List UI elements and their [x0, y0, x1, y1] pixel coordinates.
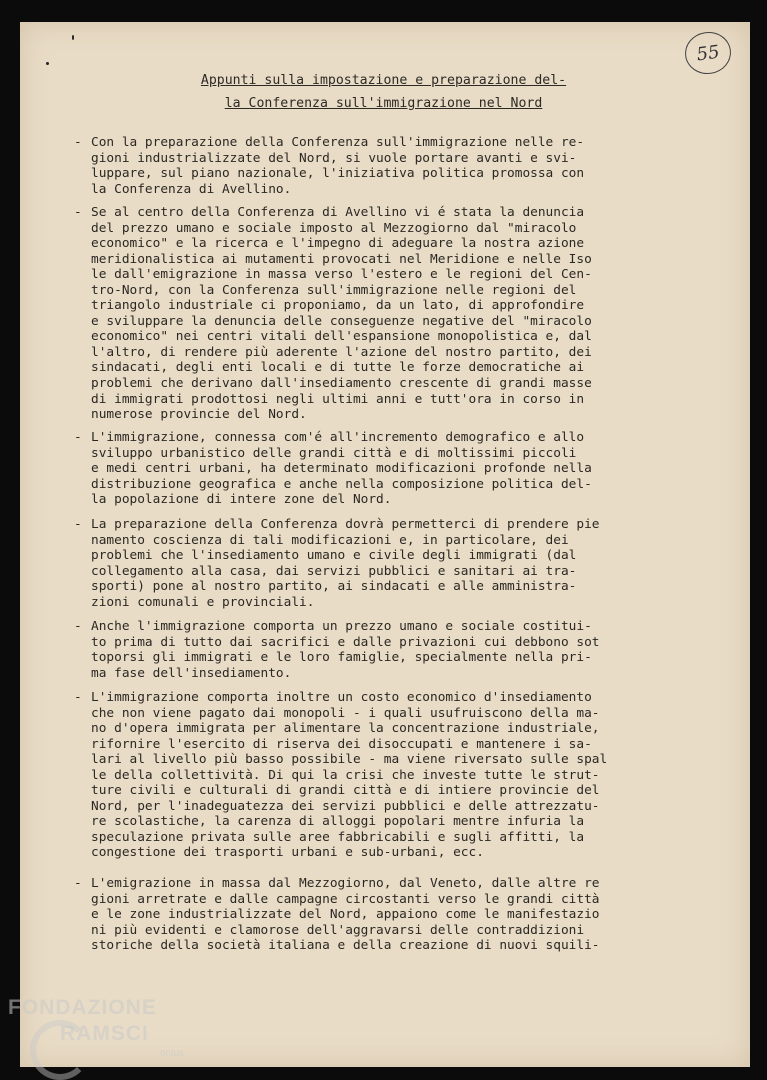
text-line: le della collettività. Di qui la crisi che investe tutte le strut-	[91, 767, 600, 783]
paragraph-text	[91, 430, 673, 508]
text-line: triangolo industriale ci proponiamo, da un lato, di approfondire	[91, 298, 585, 314]
text-line: la popolazione di intere zone del Nord.	[91, 492, 392, 508]
watermark-line-1: FONDAZIONE	[8, 996, 157, 1019]
text-line: toporsi gli immigrati e le loro famiglie, specialmente nella pri-	[91, 650, 592, 666]
text-line: rifornire l'esercito di riserva dei disoccupati e mantenere i sa-	[91, 736, 592, 752]
text-line: sporti) pone al nostro partito, ai sindacati e alle amministra-	[91, 579, 577, 595]
paragraph-text	[91, 517, 673, 610]
text-line: la Conferenza di Avellino.	[91, 181, 292, 197]
text-line: to prima di tutto dai sacrifici e dalle privazioni cui debbono sot	[91, 634, 600, 650]
paragraph-text	[91, 690, 673, 861]
watermark	[8, 996, 184, 1059]
text-line: namento coscienza di tali modificazioni e, in particolare, dei	[91, 532, 569, 548]
text-line: collegamento alla casa, dai servizi pubblici e sanitari ai tra-	[91, 563, 577, 579]
bullet-dash: -	[74, 876, 82, 891]
text-line: economico" e la ricerca e l'impegno di adeguare la nostra azione	[91, 236, 585, 252]
text-line: L'emigrazione in massa dal Mezzogiorno, dal Veneto, dalle altre re	[91, 876, 600, 891]
text-line: Nord, per l'inadeguatezza dei servizi pubblici e delle attrezzatu-	[91, 798, 600, 814]
bullet-dash: -	[74, 690, 82, 705]
page-number: 55	[682, 29, 733, 77]
bullet-dash: -	[74, 619, 82, 634]
text-line: problemi che l'insediamento umano e civile degli immigrati (dal	[91, 548, 577, 564]
text-line: re scolastiche, la carenza di alloggi popolari mentre infuria la	[91, 814, 585, 830]
text-line: problemi che derivano dall'insediamento crescente di grandi masse	[91, 376, 592, 392]
text-line: che non viene pagato dai monopoli - i quali usufruiscono della ma-	[91, 705, 600, 721]
text-line: gioni industrializzate del Nord, si vuole portare avanti e svi-	[91, 150, 577, 166]
text-line: Anche l'immigrazione comporta un prezzo umano e sociale costitui-	[91, 619, 592, 634]
text-line: di immigrati prodottosi negli ultimi anni e tutt'ora in corso in	[91, 391, 585, 407]
bullet-dash: -	[74, 430, 82, 445]
text-line: speculazione privata sulle aree fabbricabili e sugli affitti, la	[91, 829, 585, 845]
text-line: lari al livello più basso possibile - ma viene riversato sulle spal	[91, 752, 608, 768]
paragraph-text	[91, 135, 673, 197]
paragraph-text	[91, 619, 673, 681]
text-line: del prezzo umano e sociale imposto al Mezzogiorno dal "miracolo	[91, 220, 577, 236]
text-line: storiche della società italiana e della creazione di nuovi squili-	[91, 938, 600, 954]
text-line: e sviluppare la denuncia delle conseguenze negative del "miracolo	[91, 313, 592, 329]
document-title-line-2: la Conferenza sull'immigrazione nel Nord	[224, 96, 543, 111]
ink-speck	[72, 35, 74, 40]
text-line: no d'opera immigrata per alimentare la concentrazione industriale,	[91, 721, 600, 737]
watermark-line-2: RAMSCI	[60, 1022, 149, 1045]
text-line: numerose provincie del Nord.	[91, 407, 307, 423]
bullet-dash: -	[74, 517, 82, 532]
text-line: meridionalistica ai mutamenti provocati nel Meridione e nelle Iso	[91, 251, 592, 267]
ink-speck	[46, 62, 49, 65]
paragraph-text	[91, 205, 673, 423]
text-line: e medi centri urbani, ha determinato modificazioni profonde nella	[91, 461, 592, 477]
text-line: zioni comunali e provinciali.	[91, 594, 315, 610]
watermark-line-3: onlus	[160, 1048, 184, 1059]
text-line: congestione dei trasporti urbani e sub-urbani, ecc.	[91, 845, 484, 861]
text-line: e le zone industrializzate del Nord, appaiono come le manifestazio	[91, 907, 600, 923]
text-line: L'immigrazione comporta inoltre un costo economico d'insediamento	[91, 690, 592, 705]
text-line: gioni arretrate e dalle campagne circostanti verso le grandi città	[91, 891, 600, 907]
document-title-line-1: Appunti sulla impostazione e preparazione del-	[200, 73, 567, 88]
text-line: ma fase dell'insediamento.	[91, 665, 292, 681]
text-line: distribuzione geografica e anche nella composizione politica del-	[91, 476, 592, 492]
text-line: Se al centro della Conferenza di Avellino vi é stata la denuncia	[91, 205, 585, 220]
text-line: Con la preparazione della Conferenza sull'immigrazione nelle re-	[91, 135, 585, 150]
text-line: ni più evidenti e clamorose dell'aggravarsi delle contraddizioni	[91, 922, 585, 938]
text-line: sviluppo urbanistico delle grandi città e di moltissimi piccoli	[91, 445, 577, 461]
text-line: tro-Nord, con la Conferenza sull'immigrazione nelle regioni del	[91, 282, 577, 298]
text-line: sindacati, degli enti locali e di tutte le forze democratiche ai	[91, 360, 585, 376]
text-line: L'immigrazione, connessa com'é all'incremento demografico e allo	[91, 430, 585, 445]
text-line: luppare, sul piano nazionale, l'iniziativa politica promossa con	[91, 166, 585, 182]
text-line: l'altro, di rendere più aderente l'azione del nostro partito, dei	[91, 344, 592, 360]
text-line: ture civili e culturali di grandi città e di intiere provincie del	[91, 783, 600, 799]
text-line: economico" nei centri vitali dell'espansione monopolistica e, dal	[91, 329, 592, 345]
paragraph-text	[91, 876, 673, 954]
bullet-dash: -	[74, 135, 82, 150]
text-line: le dall'emigrazione in massa verso l'estero e le regioni del Cen-	[91, 267, 592, 283]
text-line: La preparazione della Conferenza dovrà permetterci di prendere pie	[91, 517, 600, 532]
bullet-dash: -	[74, 205, 82, 220]
